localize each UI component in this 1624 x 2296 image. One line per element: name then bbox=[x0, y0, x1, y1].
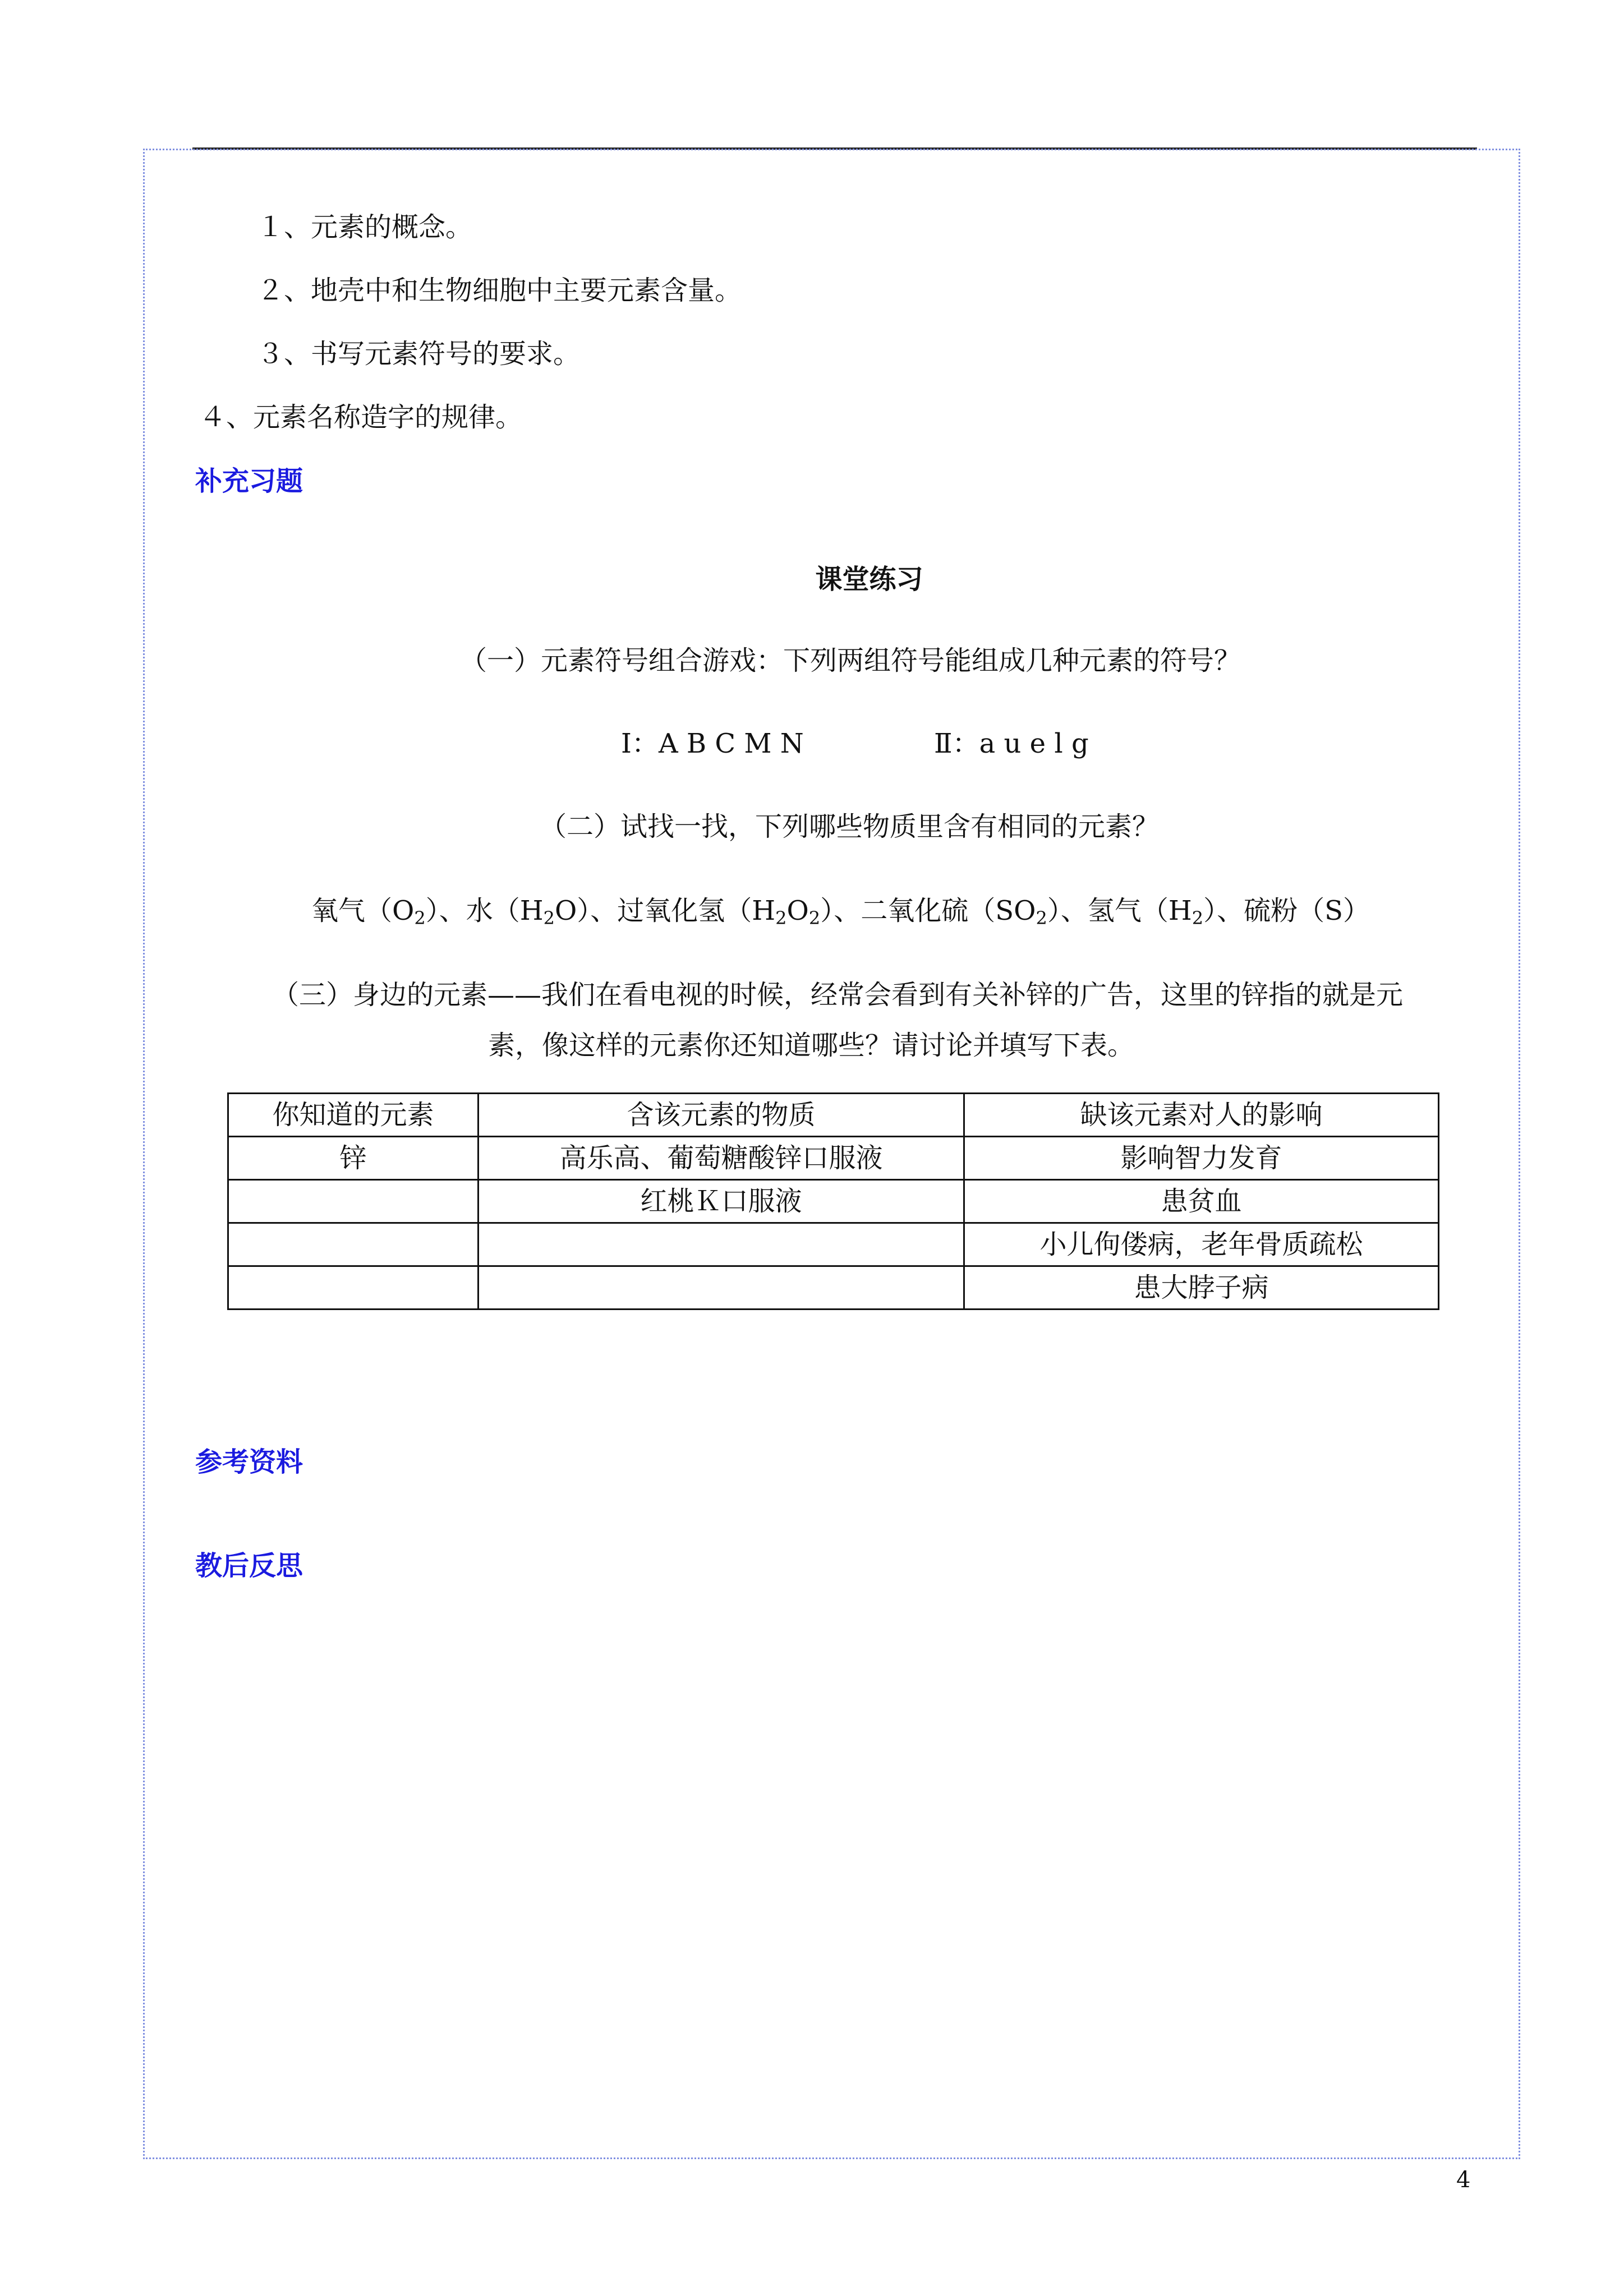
exercise-3-question-line-1: （三）身边的元素——我们在看电视的时候，经常会看到有关补锌的广告，这里的锌指的就是元 bbox=[272, 979, 1404, 1011]
table-row bbox=[228, 1223, 1439, 1266]
table-cell: 患大脖子病 bbox=[964, 1266, 1439, 1310]
table-cell: 小儿佝偻病，老年骨质疏松 bbox=[964, 1223, 1439, 1266]
table-cell bbox=[479, 1223, 964, 1266]
classroom-practice-title: 课堂练习 bbox=[815, 564, 923, 595]
table-cell: 高乐高、葡萄糖酸锌口服液 bbox=[479, 1137, 964, 1180]
reflection-heading: 教后反思 bbox=[195, 1550, 303, 1582]
summary-point-2: ２、地壳中和生物细胞中主要元素含量。 bbox=[257, 275, 742, 306]
table-header-cell: 含该元素的物质 bbox=[479, 1094, 964, 1137]
table-row bbox=[228, 1180, 1439, 1223]
table-cell: 患贫血 bbox=[964, 1180, 1439, 1223]
table-row bbox=[228, 1137, 1439, 1180]
page-number: 4 bbox=[1456, 2167, 1471, 2193]
table-cell bbox=[479, 1266, 964, 1310]
exercise-1-question: （一）元素符号组合游戏：下列两组符号能组成几种元素的符号？ bbox=[460, 645, 1241, 676]
table-header-cell: 你知道的元素 bbox=[228, 1094, 479, 1137]
element-table bbox=[227, 1092, 1439, 1310]
table-cell: 锌 bbox=[228, 1137, 479, 1180]
summary-point-1: １、元素的概念。 bbox=[257, 211, 473, 243]
exercise-2-question: （二）试找一找，下列哪些物质里含有相同的元素？ bbox=[540, 811, 1160, 842]
table-cell: 影响智力发育 bbox=[964, 1137, 1439, 1180]
table-cell bbox=[228, 1266, 479, 1310]
table-header-row bbox=[228, 1094, 1439, 1137]
summary-point-3: ３、书写元素符号的要求。 bbox=[257, 338, 581, 370]
table-cell bbox=[228, 1223, 479, 1266]
exercise-1-group-2: Ⅱ：a u e l g bbox=[934, 728, 1089, 759]
exercise-2-substances: 氧气$(O_2)$、水$(H_2O)$、过氧化氢$(H_2O_2)$、二氧化硫$(SO_2)$、氢气$(H_2)$、硫粉（S） bbox=[311, 895, 1370, 929]
table-row bbox=[228, 1266, 1439, 1310]
table-cell: 红桃Ｋ口服液 bbox=[479, 1180, 964, 1223]
exercise-1-group-1: Ⅰ：A B C M N bbox=[621, 728, 804, 759]
table-cell bbox=[228, 1180, 479, 1223]
summary-point-4: ４、元素名称造字的规律。 bbox=[199, 402, 523, 433]
table-header-cell: 缺该元素对人的影响 bbox=[964, 1094, 1439, 1137]
exercise-3-question-line-2: 素，像这样的元素你还知道哪些？请讨论并填写下表。 bbox=[488, 1030, 1135, 1061]
supplement-heading: 补充习题 bbox=[195, 465, 303, 497]
references-heading: 参考资料 bbox=[195, 1446, 303, 1478]
